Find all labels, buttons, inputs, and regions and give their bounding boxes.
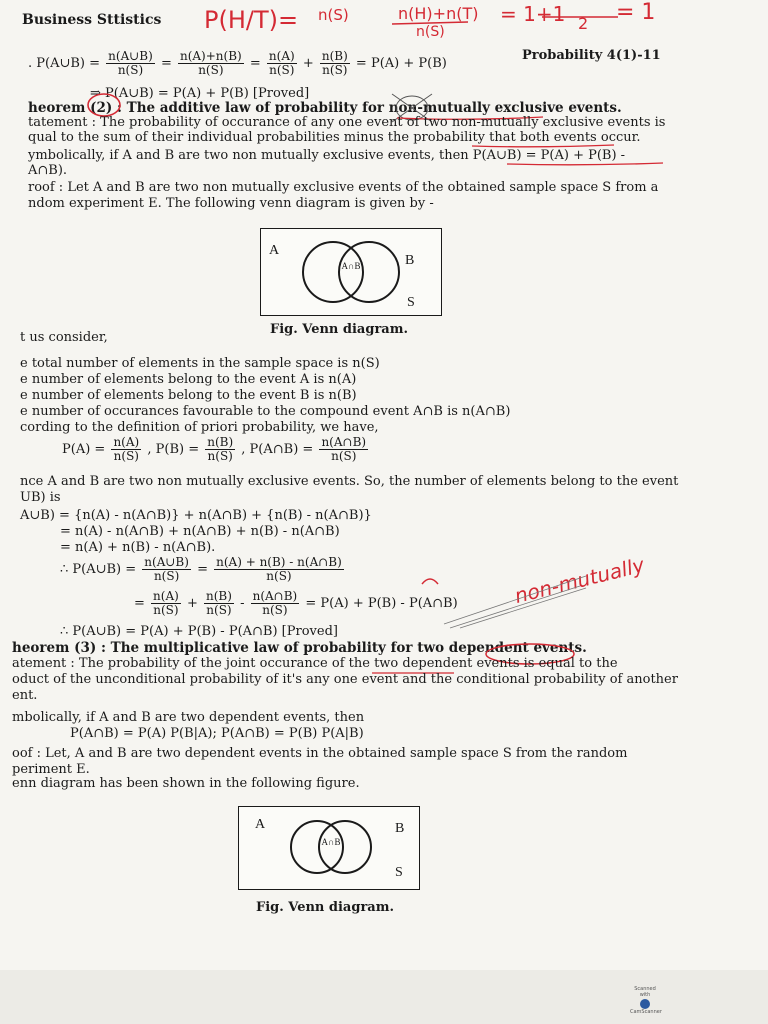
union-count-eq-2: = n(A) - n(A∩B) + n(A∩B) + n(B) - n(A∩B) <box>60 524 340 539</box>
proof-2-line-1: roof : Let A and B are two non mutually exclusive events of the obtained sample space S from a <box>28 180 659 195</box>
handwritten-side-note: non-mutually <box>512 552 647 608</box>
venn-2-label-s: S <box>395 865 403 880</box>
union-probability-eq-1: ∴ P(A∪B) = $\frac{n(A\cup B)}{n(S)}$ = $\frac{n(A) + n(B) - n(A\cap B)}{n(S)}$ <box>60 555 342 583</box>
proof-2-line-2: ndom experiment E. The following venn diagram is given by - <box>28 196 434 211</box>
venn-1-label-intersection: A∩B <box>341 261 361 271</box>
pencil-hatch-mark <box>440 570 590 630</box>
venn-1-label-s: S <box>407 295 415 310</box>
priori-definition-line: cording to the definition of priori probability, we have, <box>20 420 379 435</box>
venn-1-label-a: A <box>269 243 280 258</box>
statement-2-line-2: qual to the sum of their individual probabilities minus the probability that both events occur. <box>28 130 641 145</box>
union-count-eq-1: A∪B) = {n(A) - n(A∩B)} + n(A∩B) + {n(B) - n(A∩B)} <box>20 508 372 523</box>
statement-2-line-1: tatement : The probability of occurance of any one event of two non-mutually exclusive events is <box>28 115 666 130</box>
venn-1-caption: Fig. Venn diagram. <box>270 322 408 337</box>
theorem-2-heading: heorem (2) : The additive law of probability for non-mutually exclusive events. <box>28 100 622 116</box>
symbolic-2-line-2: A∩B). <box>28 163 68 178</box>
theorem-3-heading: heorem (3) : The multiplicative law of probability for two dependent events. <box>12 640 587 656</box>
statement-3-line-2: oduct of the unconditional probability of it's any one event and the conditional probability of another <box>12 672 678 687</box>
handwritten-formula-den2: n(S) <box>416 24 445 40</box>
union-derivation-line: . P(A∪B) = $\frac{n(A\cup B)}{n(S)}$ = $\frac{n(A)+n(B)}{n(S)}$ = $\frac{n(A)}{n(S)}$ + $\frac{n(B)}{n(S)}$ = P(A) + P(B) <box>28 49 447 77</box>
venn-2-label-intersection: A∩B <box>321 837 341 847</box>
proof-3-line-1: oof : Let, A and B are two dependent events in the obtained sample space S from the random <box>12 746 628 761</box>
handwritten-caret <box>420 574 440 586</box>
statement-3-line-1: atement : The probability of the joint occurance of the two dependent events is equal to the <box>12 656 618 671</box>
venn-diagram-1 <box>260 228 442 316</box>
event-a-elements-line: e number of elements belong to the event A is n(A) <box>20 372 357 387</box>
handwritten-formula-sum: = 1+1 <box>500 2 566 26</box>
multiplicative-formula: P(A∩B) = P(A) P(B|A); P(A∩B) = P(B) P(A|B) <box>70 726 364 741</box>
proof-3-line-2: periment E. <box>12 762 90 777</box>
handwritten-formula-den: n(S) <box>318 6 349 24</box>
handwritten-formula-two: 2 <box>578 14 589 33</box>
symbolic-3-line: mbolically, if A and B are two dependent events, then <box>12 710 365 725</box>
since-line-2: UB) is <box>20 490 61 505</box>
handwritten-formula-start: P(H/T)= <box>204 6 299 34</box>
venn-1-label-b: B <box>405 253 415 268</box>
probability-definitions: P(A) = $\frac{n(A)}{n(S)}$ , P(B) = $\frac{n(B)}{n(S)}$ , P(A∩B) = $\frac{n(A\cap B)}{n(S)}$ <box>62 435 367 463</box>
total-elements-line: e total number of elements in the sample space is n(S) <box>20 356 380 371</box>
venn-2-label-b: B <box>395 821 405 836</box>
venn-2-caption: Fig. Venn diagram. <box>256 900 394 915</box>
handwritten-formula-num: n(H)+n(T) <box>398 4 479 23</box>
venn-2-label-a: A <box>255 817 266 832</box>
scanner-watermark: Scanned with CamScanner <box>630 986 662 1015</box>
proved-line-1: ⇒ P(A∪B) = P(A) + P(B) [Proved] <box>90 86 310 101</box>
event-b-elements-line: e number of elements belong to the event B is n(B) <box>20 388 357 403</box>
compound-event-line: e number of occurances favourable to the compound event A∩B is n(A∩B) <box>20 404 511 419</box>
since-line-1: nce A and B are two non mutually exclusive events. So, the number of elements belong to the event <box>20 474 679 489</box>
scanner-logo-icon <box>640 999 650 1009</box>
proved-line-2: ∴ P(A∪B) = P(A) + P(B) - P(A∩B) [Proved] <box>60 624 338 639</box>
proof-3-line-3: enn diagram has been shown in the following figure. <box>12 776 360 791</box>
handwritten-formula-result: = 1 <box>616 0 656 25</box>
union-count-eq-3: = n(A) + n(B) - n(A∩B). <box>60 540 216 555</box>
handwritten-fraction-bar <box>390 20 470 26</box>
venn-diagram-2 <box>238 806 420 890</box>
consider-line: t us consider, <box>20 330 108 345</box>
handwritten-fraction-bar-2 <box>540 14 620 20</box>
symbolic-2-line-1: ymbolically, if A and B are two non mutually exclusive events, then P(A∪B) = P(A) + P(B) - <box>28 148 626 163</box>
union-probability-eq-2: = $\frac{n(A)}{n(S)}$ + $\frac{n(B)}{n(S)}$ - $\frac{n(A\cap B)}{n(S)}$ = P(A) + P(B) - P(A∩B) <box>134 589 458 617</box>
handwritten-underline-3 <box>505 161 665 167</box>
book-title: Business Sttistics <box>22 12 162 28</box>
statement-3-line-3: ent. <box>12 688 38 703</box>
chapter-page-label: Probability 4(1)-11 <box>522 48 661 63</box>
venn-circles-2 <box>239 807 419 889</box>
